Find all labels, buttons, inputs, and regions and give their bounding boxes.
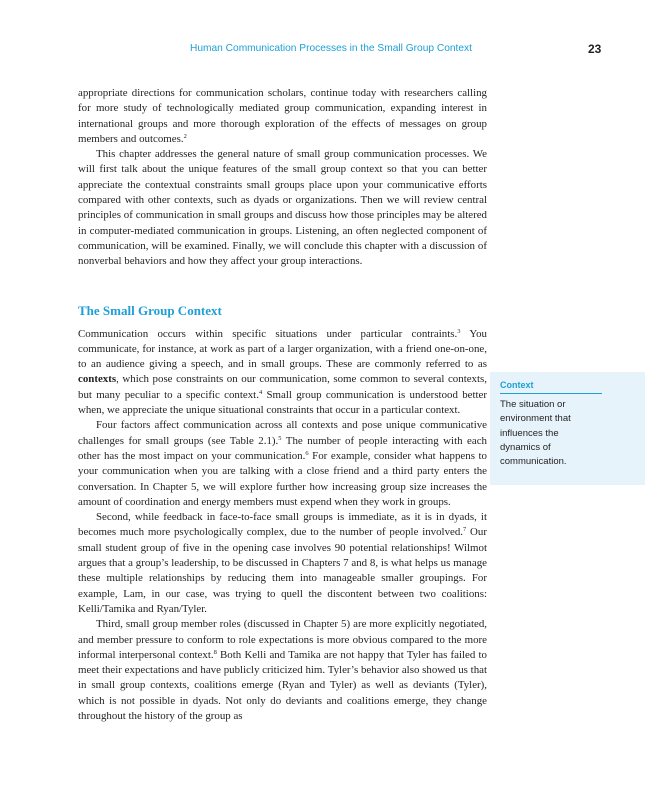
section-heading: The Small Group Context xyxy=(78,302,222,318)
paragraph-feedback: Second, while feedback in face-to-face small groups is immediate, as it is in dyads, it becomes much more psychologically complex, due to the number of people involved.$^7$ Our small student group of five in the opening case involves 90 potential relationships! Wilmot argues that a group’s leadership, to be discussed in Chapters 7 and 8, is what helps us manage these multiple relationships by reducing them into manageable smaller groupings. For example, Lam, in our case, was trying to quell the discontent between two coalitions: Kelli/Tamika and Ryan/Tyler. xyxy=(78,511,487,615)
footnote-ref[interactable]: 6 xyxy=(305,449,309,457)
running-title: Human Communication Processes in the Small Group Context xyxy=(190,43,472,54)
paragraph-chapter-overview: This chapter addresses the general nature of small group communication processes. We will first talk about the unique features of the small group context so that you can better appreciate the contextual constraints small groups place upon your communicative efforts compared with other contexts, such as dyads or organizations. Then we will review central principles of communication in small groups and discuss how those principles may be altered in computer-mediated communication in groups. Listening, an often neglected component of communication, will be examined. Finally, we will conclude this chapter with a discussion of nonverbal behaviors and how they affect your group interactions. xyxy=(78,148,487,268)
paragraph-continued: appropriate directions for communication scholars, continue today with researchers calling for more study of technologically mediated group communication, expanding interest in international groups and more thorough exploration of the effects of messages on group members and outcomes.$^2$ xyxy=(78,87,487,145)
running-head xyxy=(0,43,645,59)
page-number: 23 xyxy=(588,42,602,56)
footnote-ref[interactable]: 8 xyxy=(213,648,217,656)
footnote-ref[interactable]: 5 xyxy=(278,434,282,442)
main-text-column xyxy=(78,86,487,724)
paragraph-context-intro: Communication occurs within specific situations under particular contraints.$^3$ You communicate, for instance, at work as part of a larger organization, with a friend one-on-one, to an audience giving a speech, and in small groups. These are commonly referred to as contexts, which pose constraints on our communication, some common to several contexts, but many peculiar to a specific context.$^4$ Small group communication is understood better when, we appreciate the unique situational constraints that occur in a particular context. xyxy=(78,327,488,417)
margin-definition: The situation or environment that influences the dynamics of communication. xyxy=(500,399,571,468)
footnote-ref[interactable]: 7 xyxy=(463,526,467,534)
margin-term: Context xyxy=(500,380,602,394)
footnote-ref[interactable]: 3 xyxy=(457,327,461,335)
footnote-ref[interactable]: 4 xyxy=(258,388,263,396)
paragraph-four-factors: Four factors affect communication across all contexts and pose unique communicative challenges for small groups (see Table 2.1).$^5$ The number of people interacting with each other has the most impact on your communication.$^6$ For example, consider what happens to your communication when you are talking with a close friend and a third party enters the conversation. In Chapter 5, we will explore further how increasing group size increases the amount of coordination and energy members must expend when they work in groups. xyxy=(78,419,487,508)
footnote-ref[interactable]: 2 xyxy=(183,132,187,140)
margin-definition-box xyxy=(490,372,645,485)
paragraph-roles: Third, small group member roles (discussed in Chapter 5) are more explicitly negotiated, and member pressure to conform to role expectations is more obvious compared to the more informal interpersonal context.$^8$ Both Kelli and Tamika are not happy that Tyler has failed to meet their expectations and have publicly criticized him. Tyler’s behavior also showed us that in small group contexts, coalitions emerge (Ryan and Tyler) as well as deviants (Tyler), which is not possible in dyads. Not only do deviants and coalitions emerge, they change throughout the history of the group as xyxy=(78,618,488,722)
key-term-contexts: contexts xyxy=(78,373,117,386)
